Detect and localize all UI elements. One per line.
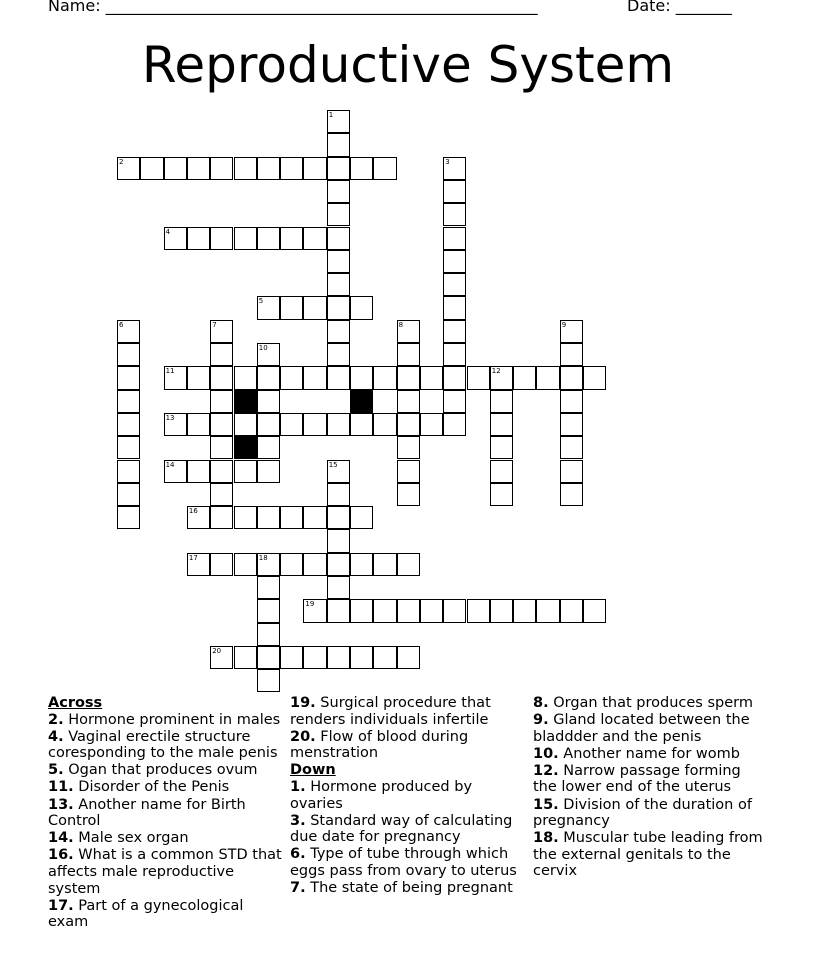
grid-cell[interactable] [327,273,350,296]
clue-item-number: 6. [290,846,306,863]
clue-number: 19 [305,600,315,609]
clue-item [48,898,283,931]
clue-number: 18 [258,553,268,562]
clue-item-text: Muscular tube leading from the external genitals to the cervix [533,830,763,880]
grid-cell[interactable] [303,413,326,436]
clue-item [290,880,520,897]
grid-cell[interactable] [327,110,350,133]
clue-item-text: Type of tube through which eggs pass from ovary to uterus [290,846,517,879]
clue-item-number: 4. [48,728,64,745]
grid-cell[interactable] [327,157,350,180]
grid-cell[interactable] [327,599,350,622]
clue-number: 10 [258,344,268,352]
clue-item [290,846,520,879]
clue-item [48,830,283,847]
grid-cell[interactable] [443,413,466,436]
clue-number: 6 [119,320,124,329]
clue-item-text: Vaginal erectile structure coresponding to the male penis [48,728,278,762]
grid-cell[interactable] [280,227,303,250]
clue-number: 9 [561,320,567,329]
clue-item [290,729,520,762]
clue-number: 12 [491,367,501,376]
clue-item [533,746,763,763]
clue-number: 4 [165,227,171,236]
grid-cell[interactable] [164,413,187,436]
grid-cell[interactable] [373,646,396,669]
grid-cell[interactable] [490,366,513,389]
grid-cell[interactable] [420,599,443,622]
grid-cell[interactable] [164,366,187,389]
grid-cell[interactable] [257,506,280,529]
clue-item-number: 3. [290,812,306,829]
grid-cell[interactable] [397,320,420,343]
clue-column-1 [48,695,283,931]
grid-cell[interactable] [397,366,420,389]
grid-cell[interactable] [560,320,583,343]
grid-cell[interactable] [536,366,559,389]
grid-block [234,390,257,413]
clue-item [48,797,283,830]
clue-item-number: 9. [533,712,549,729]
clue-item [533,695,763,712]
grid-cell[interactable] [117,460,140,483]
clue-item-number: 11. [48,779,74,796]
clue-column-3 [533,695,763,881]
grid-cell[interactable] [560,436,583,459]
grid-cell[interactable] [117,483,140,506]
grid-cell[interactable] [560,599,583,622]
clue-item [290,695,520,728]
grid-cell[interactable] [490,460,513,483]
grid-cell[interactable] [234,227,257,250]
grid-cell[interactable] [560,413,583,436]
grid-cell[interactable] [164,157,187,180]
grid-cell[interactable] [234,157,257,180]
clue-item [533,712,763,745]
clue-item-number: 2. [48,711,64,728]
grid-cell[interactable] [257,576,280,599]
grid-cell[interactable] [257,669,280,692]
grid-cell[interactable] [257,227,280,250]
grid-cell[interactable] [210,343,233,366]
clue-item-text: Male sex organ [78,830,189,847]
grid-cell[interactable] [397,646,420,669]
clue-item-text: The state of being pregnant [310,880,513,897]
grid-cell[interactable] [257,296,280,319]
grid-cell[interactable] [280,646,303,669]
grid-cell[interactable] [350,296,373,319]
grid-cell[interactable] [350,599,373,622]
grid-cell[interactable] [420,413,443,436]
grid-cell[interactable] [234,413,257,436]
grid-cell[interactable] [560,343,583,366]
clue-item [48,762,283,779]
grid-cell[interactable] [443,599,466,622]
grid-cell[interactable] [280,553,303,576]
clue-item [48,712,283,729]
clue-item-text: Part of a gynecological exam [48,897,244,931]
grid-cell[interactable] [187,506,210,529]
clue-number: 1 [328,111,334,119]
grid-cell[interactable] [257,599,280,622]
grid-cell[interactable] [257,436,280,459]
clue-item-number: 13. [48,796,74,813]
clue-number: 7 [212,320,217,329]
grid-cell[interactable] [560,460,583,483]
grid-cell[interactable] [490,483,513,506]
grid-cell[interactable] [490,436,513,459]
grid-cell[interactable] [467,366,490,389]
clue-item-number: 17. [48,897,74,914]
grid-cell[interactable] [373,599,396,622]
grid-cell[interactable] [164,227,187,250]
grid-cell[interactable] [373,553,396,576]
clue-item [48,779,283,796]
grid-cell[interactable] [234,366,257,389]
clue-item-text: Narrow passage forming the lower end of the uterus [533,762,741,796]
page-title: Reproductive System [141,36,675,94]
clue-number: 5 [258,297,264,306]
grid-cell[interactable] [467,599,490,622]
grid-cell[interactable] [373,366,396,389]
clue-item-number: 14. [48,830,74,847]
clue-item [290,813,520,846]
grid-cell[interactable] [257,646,280,669]
grid-cell[interactable] [210,646,233,669]
grid-cell[interactable] [397,599,420,622]
grid-cell[interactable] [117,343,140,366]
grid-cell[interactable] [350,553,373,576]
clue-item-text: What is a common STD that affects male reproductive system [48,847,282,897]
grid-cell[interactable] [257,553,280,576]
clue-item-text: Division of the duration of pregnancy [533,796,752,830]
grid-cell[interactable] [280,296,303,319]
clue-column-2 [290,695,520,897]
clue-item-number: 19. [290,695,316,711]
grid-cell[interactable] [397,460,420,483]
clue-item [533,830,763,880]
grid-cell[interactable] [490,599,513,622]
grid-cell[interactable] [257,623,280,646]
clue-item-text: Another name for Birth Control [48,796,246,830]
grid-cell[interactable] [443,250,466,273]
grid-cell[interactable] [117,366,140,389]
name-field[interactable]: Name: ______________________________________________________ [48,0,538,15]
grid-cell[interactable] [257,460,280,483]
grid-cell[interactable] [327,343,350,366]
grid-cell[interactable] [210,506,233,529]
clue-item-number: 8. [533,695,549,711]
grid-cell[interactable] [536,599,559,622]
grid-cell[interactable] [443,180,466,203]
grid-cell[interactable] [327,576,350,599]
grid-cell[interactable] [560,390,583,413]
grid-cell[interactable] [397,436,420,459]
clue-number: 16 [188,507,198,516]
grid-cell[interactable] [187,553,210,576]
clue-item-number: 20. [290,728,316,745]
grid-block [350,390,373,413]
grid-cell[interactable] [117,320,140,343]
grid-cell[interactable] [303,599,326,622]
grid-cell[interactable] [327,296,350,319]
grid-cell[interactable] [327,646,350,669]
grid-cell[interactable] [327,180,350,203]
grid-cell[interactable] [187,227,210,250]
grid-cell[interactable] [327,553,350,576]
grid-cell[interactable] [397,413,420,436]
clue-number: 14 [165,460,175,469]
grid-cell[interactable] [327,529,350,552]
grid-cell[interactable] [234,506,257,529]
grid-cell[interactable] [187,157,210,180]
grid-cell[interactable] [443,320,466,343]
clue-item-number: 16. [48,847,74,864]
grid-cell[interactable] [350,506,373,529]
grid-cell[interactable] [117,436,140,459]
grid-cell[interactable] [257,157,280,180]
grid-cell[interactable] [210,227,233,250]
clue-item-text: Another name for womb [563,745,740,762]
grid-cell[interactable] [490,413,513,436]
grid-cell[interactable] [397,553,420,576]
grid-cell[interactable] [443,366,466,389]
clue-item-text: Standard way of calculating due date for pregnancy [290,812,513,846]
grid-cell[interactable] [350,157,373,180]
grid-cell[interactable] [303,296,326,319]
grid-cell[interactable] [303,157,326,180]
grid-cell[interactable] [327,366,350,389]
grid-cell[interactable] [257,390,280,413]
grid-cell[interactable] [443,203,466,226]
grid-cell[interactable] [327,133,350,156]
clue-number: 8 [398,320,404,329]
across-heading: Across [48,695,103,711]
grid-cell[interactable] [443,343,466,366]
grid-cell[interactable] [513,599,536,622]
grid-cell[interactable] [210,320,233,343]
clue-item-number: 5. [48,762,64,779]
grid-cell[interactable] [210,157,233,180]
grid-cell[interactable] [350,366,373,389]
grid-cell[interactable] [327,203,350,226]
date-field[interactable]: Date: _______ [627,0,732,15]
grid-cell[interactable] [280,413,303,436]
grid-cell[interactable] [443,390,466,413]
clue-item-text: Organ that produces sperm [553,695,753,711]
clue-item [533,763,763,796]
grid-cell[interactable] [187,460,210,483]
clue-item-text: Surgical procedure that renders individuals infertile [290,695,491,728]
clue-item-number: 10. [533,745,559,762]
clue-item-number: 15. [533,796,559,813]
grid-cell[interactable] [117,390,140,413]
clue-item [533,797,763,830]
clue-item-text: Hormone prominent in males [68,711,281,728]
grid-block [234,436,257,459]
grid-cell[interactable] [210,460,233,483]
grid-cell[interactable] [210,366,233,389]
clue-item-number: 18. [533,830,559,847]
clue-number: 13 [165,413,175,422]
grid-cell[interactable] [443,157,466,180]
grid-cell[interactable] [303,553,326,576]
grid-cell[interactable] [583,599,606,622]
grid-cell[interactable] [210,436,233,459]
clue-item [48,729,283,762]
grid-cell[interactable] [280,157,303,180]
grid-cell[interactable] [257,343,280,366]
grid-cell[interactable] [280,366,303,389]
grid-cell[interactable] [327,506,350,529]
grid-cell[interactable] [117,157,140,180]
clue-item-text: Flow of blood during menstration [290,728,469,762]
grid-cell[interactable] [397,390,420,413]
grid-cell[interactable] [443,227,466,250]
grid-cell[interactable] [327,250,350,273]
grid-cell[interactable] [327,320,350,343]
grid-cell[interactable] [234,646,257,669]
grid-cell[interactable] [210,390,233,413]
grid-cell[interactable] [560,366,583,389]
grid-cell[interactable] [583,366,606,389]
clue-item-text: Ogan that produces ovum [68,762,258,779]
clue-item-text: Disorder of the Penis [78,779,230,796]
grid-cell[interactable] [327,413,350,436]
grid-cell[interactable] [420,366,443,389]
clue-number: 11 [165,367,175,376]
grid-cell[interactable] [373,157,396,180]
clue-number: 20 [212,646,222,655]
grid-cell[interactable] [303,506,326,529]
grid-cell[interactable] [117,413,140,436]
clue-item-text: Gland located between the bladdder and the penis [533,712,750,745]
clue-number: 2 [119,157,124,166]
grid-cell[interactable] [443,296,466,319]
grid-cell[interactable] [327,483,350,506]
grid-cell[interactable] [234,553,257,576]
down-heading: Down [290,762,336,779]
grid-cell[interactable] [350,413,373,436]
clue-item-text: Hormone produced by ovaries [290,778,473,812]
grid-cell[interactable] [490,390,513,413]
grid-cell[interactable] [513,366,536,389]
grid-cell[interactable] [350,646,373,669]
grid-cell[interactable] [303,227,326,250]
clue-number: 3 [445,157,450,166]
grid-cell[interactable] [397,343,420,366]
grid-cell[interactable] [373,413,396,436]
grid-cell[interactable] [210,413,233,436]
grid-cell[interactable] [280,506,303,529]
grid-cell[interactable] [210,483,233,506]
clue-item-number: 7. [290,880,306,897]
grid-cell[interactable] [257,366,280,389]
grid-cell[interactable] [303,366,326,389]
grid-cell[interactable] [187,413,210,436]
clue-number: 17 [188,553,198,562]
grid-cell[interactable] [210,553,233,576]
grid-cell[interactable] [164,460,187,483]
grid-cell[interactable] [560,483,583,506]
grid-cell[interactable] [327,460,350,483]
clue-number: 15 [328,460,338,469]
clue-item-number: 1. [290,778,306,795]
grid-cell[interactable] [234,460,257,483]
clue-item-number: 12. [533,762,559,779]
clue-item [290,779,520,812]
grid-cell[interactable] [443,273,466,296]
clue-item [48,847,283,897]
grid-cell[interactable] [117,506,140,529]
grid-cell[interactable] [303,646,326,669]
grid-cell[interactable] [257,413,280,436]
grid-cell[interactable] [397,483,420,506]
grid-cell[interactable] [327,227,350,250]
grid-cell[interactable] [140,157,163,180]
grid-cell[interactable] [187,366,210,389]
